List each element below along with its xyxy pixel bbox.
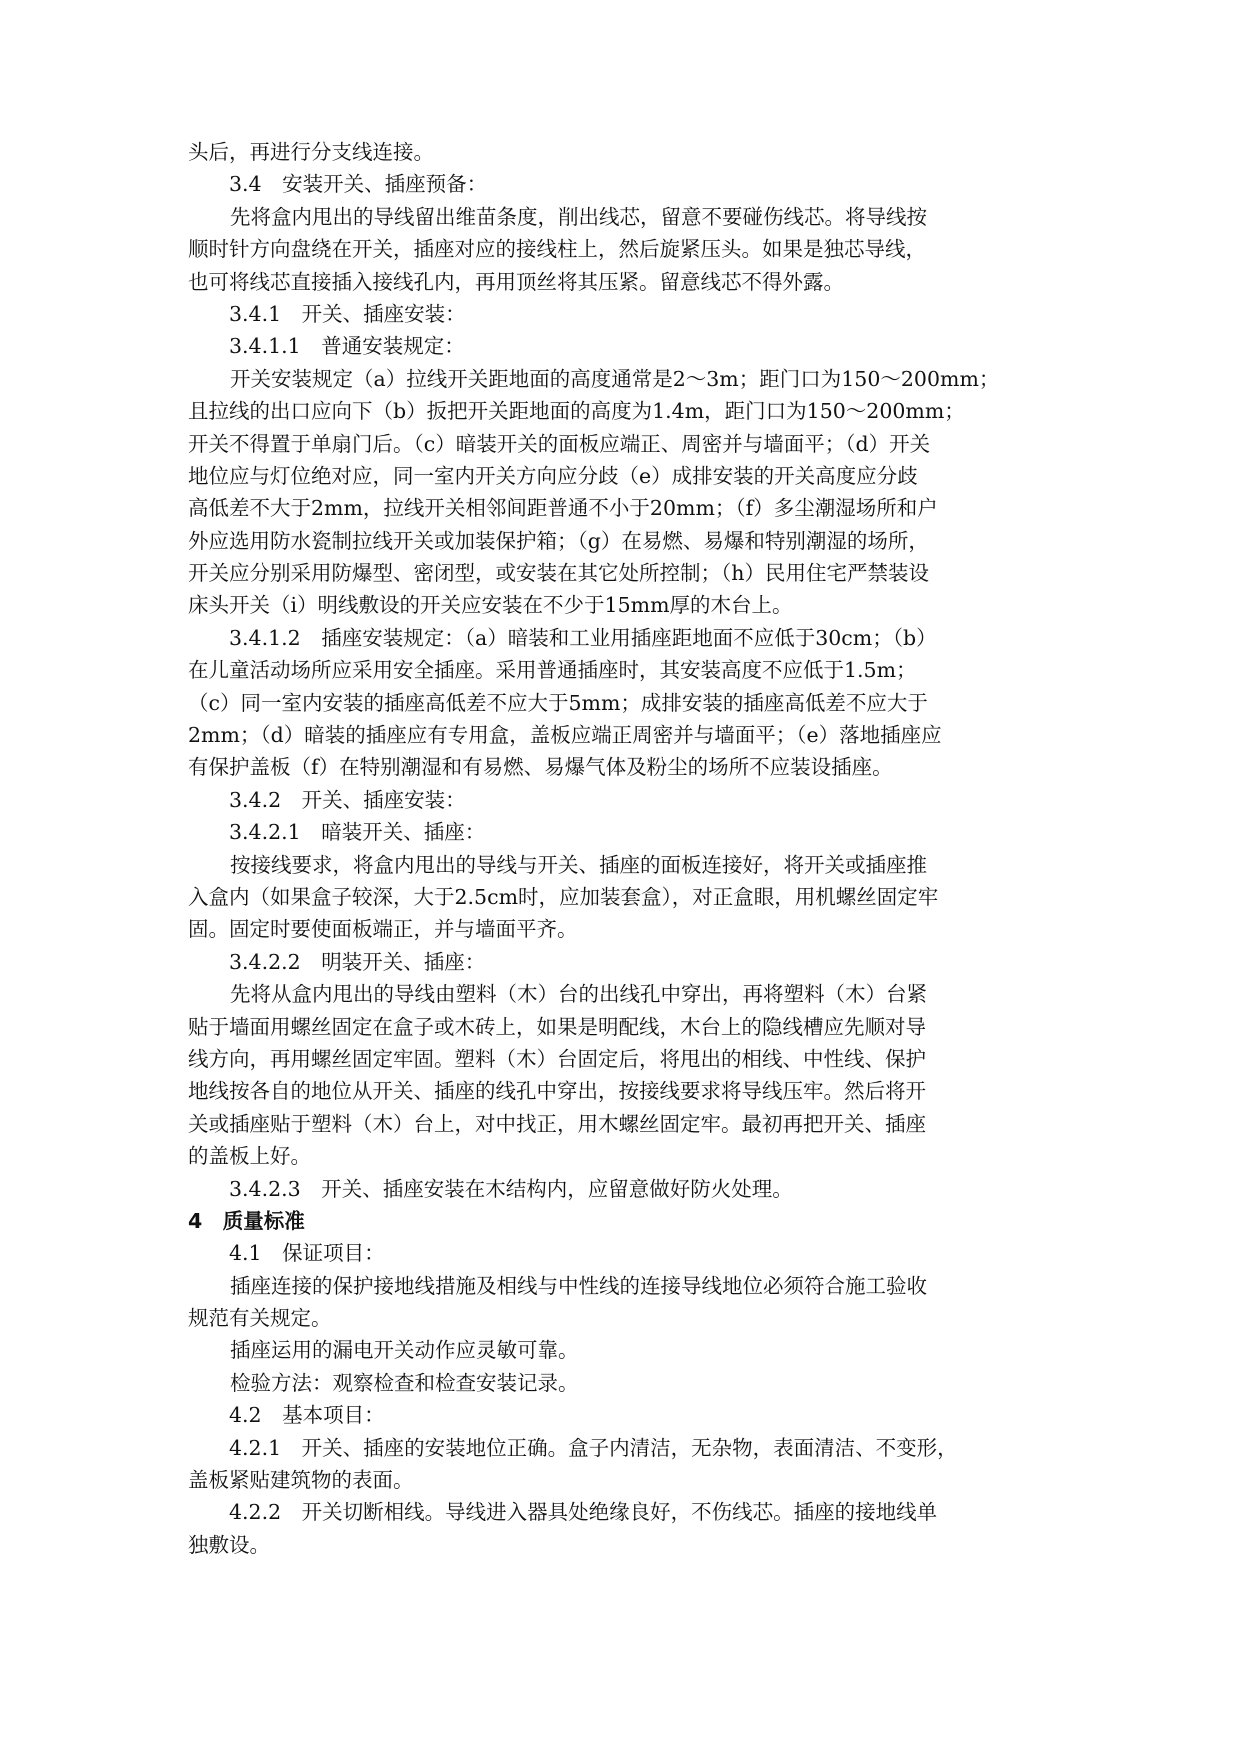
text-line: 开关安装规定（a）拉线开关距地面的高度通常是2～3m；距门口为150～200mm；: [230, 366, 1000, 391]
section-heading: 3.4.2.1 暗装开关、插座：: [229, 820, 486, 845]
text-line: 的盖板上好。: [188, 1144, 311, 1169]
text-line: 顺时针方向盘绕在开关，插座对应的接线柱上，然后旋紧压头。如果是独芯导线，: [188, 237, 926, 262]
text-line: 头后，再进行分支线连接。: [188, 140, 434, 164]
text-line: 线方向，再用螺丝固定牢固。塑料（木）台固定后，将甩出的相线、中性线、保护: [188, 1046, 926, 1071]
text-line: 开关应分别采用防爆型、密闭型，或安装在其它处所控制；（h）民用住宅严禁装设: [188, 561, 929, 586]
text-line: 也可将线芯直接插入接线孔内，再用顶丝将其压紧。留意线芯不得外露。: [188, 269, 844, 294]
text-line: 外应选用防水瓷制拉线开关或加装保护箱；（g）在易燃、易爆和特别潮湿的场所，: [188, 528, 929, 553]
section-heading: 4.2 基本项目：: [229, 1403, 385, 1428]
text-line: 插座运用的漏电开关动作应灵敏可靠。: [230, 1338, 579, 1363]
text-line: 高低差不大于2mm，拉线开关相邻间距普通不小于20mm；（f）多尘潮湿场所和户: [188, 496, 938, 521]
chapter-heading: 4 质量标准: [188, 1208, 305, 1233]
document-body: [188, 136, 1088, 1561]
section-heading: 4.2.2 开关切断相线。导线进入器具处绝缘良好，不伤线芯。插座的接地线单: [229, 1500, 938, 1525]
section-heading: 3.4.2.3 开关、插座安装在木结构内，应留意做好防火处理。: [229, 1176, 793, 1201]
text-line: 有保护盖板（f）在特别潮湿和有易燃、易爆气体及粉尘的场所不应装设插座。: [188, 755, 893, 780]
section-heading: 3.4.1 开关、插座安装：: [229, 301, 466, 326]
text-line: 贴于墙面用螺丝固定在盒子或木砖上，如果是明配线，木台上的隐线槽应先顺对导: [188, 1014, 926, 1039]
text-line: 插座连接的保护接地线措施及相线与中性线的连接导线地位必须符合施工验收: [230, 1273, 927, 1298]
text-line: 独敷设。: [188, 1532, 270, 1557]
section-heading: 4.1 保证项目：: [229, 1241, 385, 1266]
section-heading: 3.4 安装开关、插座预备：: [229, 172, 488, 197]
text-line: 检验方法：观察检查和检查安装记录。: [230, 1370, 579, 1395]
text-line: 地位应与灯位绝对应，同一室内开关方向应分歧（e）成排安装的开关高度应分歧: [188, 463, 918, 488]
section-heading: 4.2.1 开关、插座的安装地位正确。盒子内清洁，无杂物，表面清洁、不变形，: [229, 1435, 958, 1460]
text-line: 2mm；（d）暗装的插座应有专用盒，盖板应端正周密并与墙面平；（e）落地插座应: [188, 723, 942, 748]
text-line: 地线按各自的地位从开关、插座的线孔中穿出，按接线要求将导线压牢。然后将开: [188, 1079, 926, 1104]
text-line: 且拉线的出口应向下（b）扳把开关距地面的高度为1.4m，距门口为150～200mm；: [188, 399, 965, 424]
text-line: 关或插座贴于塑料（木）台上，对中找正，用木螺丝固定牢。最初再把开关、插座: [188, 1111, 926, 1136]
section-heading: 3.4.1.2 插座安装规定：（a）暗装和工业用插座距地面不应低于30cm；（b）: [229, 625, 937, 650]
section-heading: 3.4.2.2 明装开关、插座：: [229, 949, 486, 974]
text-line: 盖板紧贴建筑物的表面。: [188, 1468, 414, 1493]
text-line: 开关不得置于单扇门后。（c）暗装开关的面板应端正、周密并与墙面平；（d）开关: [188, 431, 931, 456]
text-line: （c）同一室内安装的插座高低差不应大于5mm；成排安装的插座高低差不应大于: [188, 690, 928, 715]
text-line: 先将从盒内甩出的导线由塑料（木）台的出线孔中穿出，再将塑料（木）台紧: [230, 982, 927, 1007]
text-line: 在儿童活动场所应采用安全插座。采用普通插座时，其安装高度不应低于1.5m；: [188, 658, 917, 683]
section-heading: 3.4.1.1 普通安装规定：: [229, 334, 465, 359]
section-heading: 3.4.2 开关、插座安装：: [229, 787, 466, 812]
text-line: 先将盒内甩出的导线留出维苗条度，削出线芯，留意不要碰伤线芯。将导线按: [230, 204, 927, 229]
text-line: 入盒内（如果盒子较深，大于2.5cm时，应加装套盒），对正盒眼，用机螺丝固定牢: [188, 884, 939, 909]
text-line: 规范有关规定。: [188, 1306, 332, 1331]
text-line: 固。固定时要使面板端正，并与墙面平齐。: [188, 917, 578, 942]
text-line: 按接线要求，将盒内甩出的导线与开关、插座的面板连接好，将开关或插座推: [230, 852, 927, 877]
text-line: 床头开关（i）明线敷设的开关应安装在不少于15mm厚的木台上。: [188, 593, 793, 618]
